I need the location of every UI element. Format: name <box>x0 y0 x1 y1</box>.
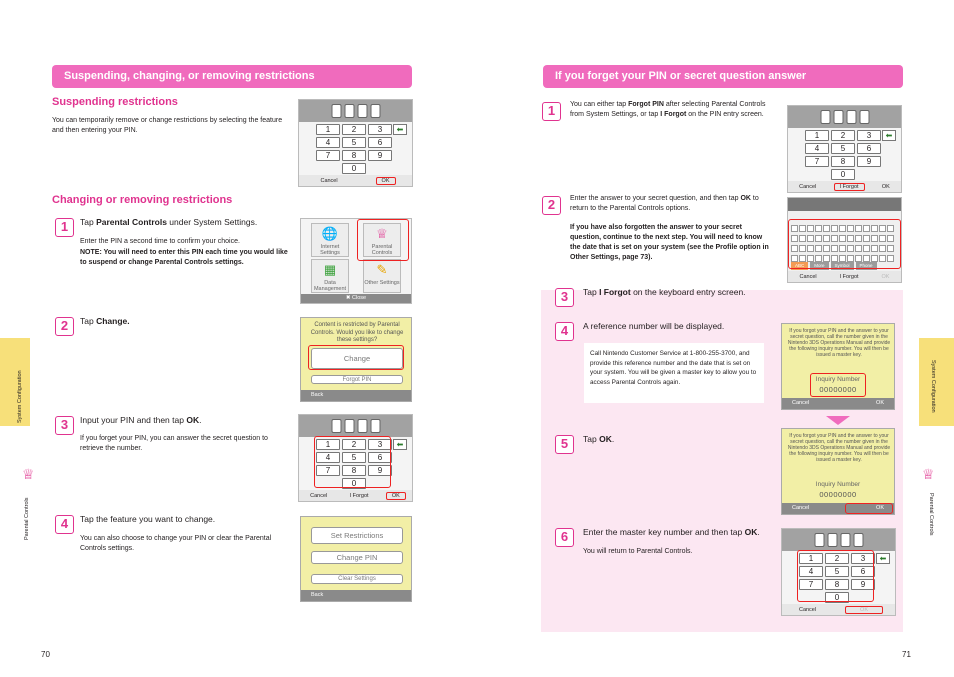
lead-bold: I Forgot <box>599 287 631 297</box>
pin-topbar <box>788 106 901 128</box>
step-lead <box>583 527 783 538</box>
cancel-button[interactable]: Cancel <box>792 400 810 406</box>
backspace-icon[interactable]: ⬅ <box>393 439 407 450</box>
ok-button[interactable]: OK <box>876 400 884 406</box>
side-label: Parental Controls <box>24 497 30 540</box>
ok-button[interactable]: OK <box>876 505 884 511</box>
set-restrictions-button[interactable]: Set Restrictions <box>311 527 403 544</box>
key-1[interactable]: 1 <box>316 124 340 135</box>
lead-bold: Change. <box>96 316 130 326</box>
key-5[interactable]: 5 <box>342 137 366 148</box>
key-0[interactable]: 0 <box>831 169 855 180</box>
step-number: 5 <box>555 435 574 454</box>
step-number: 2 <box>55 317 74 336</box>
tile-label: Data Management <box>313 280 347 292</box>
key-7[interactable]: 7 <box>316 465 340 476</box>
other-settings-icon: ✎ <box>376 262 388 277</box>
key-1[interactable]: 1 <box>805 130 829 141</box>
pin-entry-screen <box>787 105 902 193</box>
key-0[interactable]: 0 <box>825 592 849 603</box>
step-number: 2 <box>542 196 561 215</box>
pin-topbar <box>782 529 895 551</box>
pin-boxes <box>814 533 863 547</box>
key-7[interactable]: 7 <box>316 150 340 161</box>
lead-bold: OK <box>744 527 758 537</box>
down-arrow-icon <box>826 416 850 425</box>
highlight-box <box>308 345 404 370</box>
parental-controls-icon: ♕ <box>22 466 35 482</box>
step-body: Enter the PIN a second time to confirm your choice. <box>80 238 240 245</box>
lead-text: Tap <box>80 316 97 326</box>
side-tab-label: System Configuration <box>17 370 23 423</box>
step-number: 4 <box>555 322 574 341</box>
close-bar[interactable] <box>301 294 411 303</box>
body-bold: OK <box>740 195 751 202</box>
inquiry-label: Inquiry Number <box>815 376 861 383</box>
key-5[interactable]: 5 <box>831 143 855 154</box>
pin-topbar <box>299 100 412 122</box>
feature-screen <box>300 516 412 602</box>
close-label: Close <box>352 295 367 301</box>
lead-text: Tap <box>583 287 600 297</box>
lead-bold: Parental Controls <box>96 217 167 227</box>
step-note: If you have also forgotten the answer to your secret question, continue to the next step. You will need to know the date that is set on your system (see the Profile option in Other Settings, page 73). <box>570 224 769 261</box>
key-3[interactable]: 3 <box>368 439 392 450</box>
step-number: 3 <box>555 288 574 307</box>
key-9[interactable]: 9 <box>857 156 881 167</box>
change-pin-button[interactable]: Change PIN <box>311 551 403 564</box>
keypad-keys <box>316 124 392 174</box>
keyboard-bottombar <box>788 271 901 282</box>
key-3[interactable]: 3 <box>857 130 881 141</box>
key-3[interactable]: 3 <box>368 124 392 135</box>
section-title: Suspending, changing, or removing restrictions <box>64 70 315 82</box>
key-2[interactable]: 2 <box>831 130 855 141</box>
close-icon: ✖ <box>345 295 351 301</box>
step-body <box>570 100 770 120</box>
pin-boxes <box>331 419 380 433</box>
key-6[interactable]: 6 <box>368 137 392 148</box>
cancel-button[interactable]: Cancel <box>310 492 328 499</box>
key-6[interactable]: 6 <box>368 452 392 463</box>
backspace-icon[interactable]: ⬅ <box>876 553 890 564</box>
right-page <box>477 0 954 677</box>
body-bold: I Forgot <box>660 111 687 118</box>
highlight-box <box>314 436 391 488</box>
key-8[interactable]: 8 <box>831 156 855 167</box>
page-number: 71 <box>902 650 911 659</box>
tile-other-settings[interactable] <box>363 259 401 293</box>
inquiry-label: Inquiry Number <box>815 481 861 488</box>
ok-button[interactable]: OK <box>376 177 396 185</box>
back-button[interactable]: Back <box>301 590 411 601</box>
keypad-bottombar <box>788 181 901 192</box>
key-3[interactable]: 3 <box>851 553 875 564</box>
lead-text: on the keyboard entry screen. <box>630 287 746 297</box>
body-text: Enter the answer to your secret question, and then tap <box>570 195 741 202</box>
tile-label: Internet Settings <box>320 244 340 256</box>
key-9[interactable]: 9 <box>368 465 392 476</box>
step-lead <box>80 217 290 228</box>
tile-internet-settings[interactable] <box>311 223 349 257</box>
lead-text: . <box>757 527 760 537</box>
key-4[interactable]: 4 <box>805 143 829 154</box>
tab-phone[interactable]: Phone <box>856 262 877 270</box>
step-lead: A reference number will be displayed. <box>583 321 725 331</box>
step-lead <box>80 316 290 327</box>
tab-more[interactable]: More <box>810 262 828 270</box>
inquiry-screen <box>781 428 895 515</box>
cancel-button[interactable]: Cancel <box>792 505 810 511</box>
lead-text: . <box>199 415 202 425</box>
key-0[interactable]: 0 <box>342 478 366 489</box>
key-8[interactable]: 8 <box>342 465 366 476</box>
step-lead: Tap the feature you want to change. <box>80 514 216 524</box>
step-number: 4 <box>55 515 74 534</box>
step-body: You can also choose to change your PIN or clear the Parental Controls settings. <box>80 535 272 552</box>
key-6[interactable]: 6 <box>857 143 881 154</box>
step-body <box>570 194 770 214</box>
suspend-heading: Suspending restrictions <box>52 96 178 108</box>
pin-entry-screen <box>298 99 413 187</box>
keypad-bottombar <box>782 604 895 615</box>
lead-text: Tap <box>583 434 600 444</box>
key-1[interactable]: 1 <box>316 439 340 450</box>
key-9[interactable]: 9 <box>851 579 875 590</box>
lead-bold: OK <box>186 415 200 425</box>
key-5[interactable]: 5 <box>825 566 849 577</box>
key-2[interactable]: 2 <box>825 553 849 564</box>
key-5[interactable]: 5 <box>342 452 366 463</box>
customer-service-callout: Call Nintendo Customer Service at 1-800-255-3700, and provide this reference number and the date that is set on your system. You will be given a master key to allow you to access Parental Controls again. <box>584 343 764 403</box>
lead-text: Tap <box>80 217 97 227</box>
inquiry-message: If you forgot your PIN and the answer to your secret question, call the number given in the Nintendo 3DS Operations Manual and provide the following inquiry number. You will then be issued a master key. <box>787 433 891 463</box>
key-8[interactable]: 8 <box>825 579 849 590</box>
step-lead <box>80 415 290 426</box>
keypad-keys <box>805 130 881 180</box>
highlight-box <box>845 503 893 514</box>
keypad-bottombar <box>299 175 412 186</box>
keypad-bottombar <box>299 490 412 501</box>
key-4[interactable]: 4 <box>316 137 340 148</box>
pin-topbar <box>299 415 412 437</box>
key-4[interactable]: 4 <box>316 452 340 463</box>
page-number: 70 <box>41 650 50 659</box>
step-body: If you forget your PIN, you can answer the secret question to retrieve the number. <box>80 435 268 452</box>
highlight-box <box>797 550 874 602</box>
section-title-bar <box>52 65 412 88</box>
i-forgot-button[interactable]: I Forgot <box>349 492 369 499</box>
lead-text: under System Settings. <box>166 217 258 227</box>
highlight-box <box>357 219 409 261</box>
step-number: 3 <box>55 416 74 435</box>
ok-button[interactable]: OK <box>386 492 406 500</box>
body-bold: Forgot PIN <box>628 101 664 108</box>
side-tab-label: System Configuration <box>930 360 936 413</box>
cancel-button[interactable]: Cancel <box>798 606 817 613</box>
restriction-message: Content is restricted by Parental Controls. Would you like to change these settings? <box>310 322 404 343</box>
lead-text: . <box>611 434 615 444</box>
change-button[interactable]: Change <box>311 348 403 369</box>
ok-button[interactable]: OK <box>845 606 883 614</box>
pin-boxes <box>331 104 380 118</box>
lead-text: Input your PIN and then tap <box>80 415 187 425</box>
parental-controls-icon: ♕ <box>376 226 388 241</box>
cancel-button[interactable]: Cancel <box>799 183 817 190</box>
key-1[interactable]: 1 <box>799 553 823 564</box>
cancel-button[interactable]: Cancel <box>320 177 338 184</box>
section-title-bar <box>543 65 903 88</box>
clear-settings-button[interactable]: Clear Settings <box>311 574 403 584</box>
tab-symbol[interactable]: Symbol <box>831 262 854 270</box>
lead-text: Enter the master key number and then tap <box>583 527 745 537</box>
i-forgot-button[interactable]: I Forgot <box>834 183 865 191</box>
lead-bold: OK <box>599 434 612 444</box>
key-2[interactable]: 2 <box>342 124 366 135</box>
inquiry-bottombar <box>782 398 894 409</box>
step-note: NOTE: You will need to enter this PIN each time you would like to suspend or change Parental Controls settings. <box>80 249 288 266</box>
backspace-icon[interactable]: ⬅ <box>393 124 407 135</box>
highlight-box <box>810 373 866 397</box>
keyboard-topbar <box>788 198 901 211</box>
side-tab <box>0 338 30 426</box>
body-text: You can either tap <box>570 101 629 108</box>
inquiry-value: 00000000 <box>819 490 857 499</box>
change-heading: Changing or removing restrictions <box>52 194 233 206</box>
highlight-box <box>788 219 901 269</box>
body-text: to return to the Parental Controls options. <box>570 195 759 212</box>
i-forgot-button[interactable]: I Forgot <box>839 273 859 280</box>
step-number: 1 <box>55 218 74 237</box>
body-text: after selecting Parental Controls from System Settings, or tap <box>570 101 766 118</box>
key-0[interactable]: 0 <box>342 163 366 174</box>
ok-button[interactable]: OK <box>881 273 890 280</box>
cancel-button[interactable]: Cancel <box>799 273 817 280</box>
ok-button[interactable]: OK <box>881 183 890 190</box>
key-7[interactable]: 7 <box>799 579 823 590</box>
step-body: You will return to Parental Controls. <box>583 548 693 555</box>
tile-label: Other Settings <box>364 280 400 286</box>
key-8[interactable]: 8 <box>342 150 366 161</box>
side-tab <box>919 338 954 426</box>
forgot-pin-button[interactable]: Forgot PIN <box>311 375 403 384</box>
step-lead <box>583 287 783 298</box>
inquiry-value: 00000000 <box>819 385 857 394</box>
inquiry-message: If you forgot your PIN and the answer to your secret question, call the number given in the Nintendo 3DS Operations Manual and provide the following inquiry number. You will then be issued a master key. <box>787 328 891 358</box>
key-6[interactable]: 6 <box>851 566 875 577</box>
key-4[interactable]: 4 <box>799 566 823 577</box>
key-7[interactable]: 7 <box>805 156 829 167</box>
tile-data-management[interactable] <box>311 259 349 293</box>
key-2[interactable]: 2 <box>342 439 366 450</box>
back-button[interactable]: Back <box>301 390 411 401</box>
key-9[interactable]: 9 <box>368 150 392 161</box>
section-title: If you forget your PIN or secret question answer <box>555 70 807 82</box>
body-text: on the PIN entry screen. <box>686 111 764 118</box>
step-lead <box>583 434 783 445</box>
backspace-icon[interactable]: ⬅ <box>882 130 896 141</box>
step-number: 6 <box>555 528 574 547</box>
data-management-icon: ▦ <box>323 262 337 277</box>
side-label: Parental Controls <box>928 493 934 536</box>
step-number: 1 <box>542 102 561 121</box>
tile-label: Parental Controls <box>371 244 393 256</box>
parental-controls-icon: ♕ <box>922 466 935 482</box>
globe-icon: 🌐 <box>321 226 339 241</box>
suspend-text: You can temporarily remove or change restrictions by selecting the feature and then entering your PIN. <box>52 117 283 134</box>
pin-boxes <box>820 110 869 124</box>
tab-abc[interactable]: ABC <box>791 262 808 270</box>
